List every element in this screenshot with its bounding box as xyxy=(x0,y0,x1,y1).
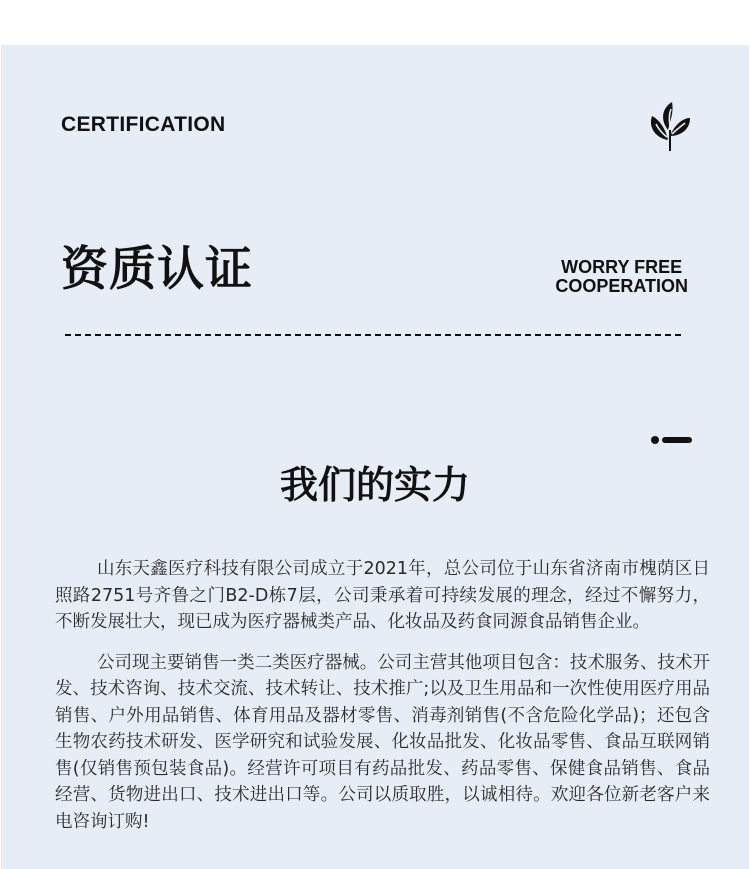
page-title: 资质认证 xyxy=(61,242,253,297)
tagline-line-1: WORRY FREE xyxy=(561,257,683,277)
company-description xyxy=(55,556,710,849)
dot-dash-decoration xyxy=(651,436,693,444)
section-title: 我们的实力 xyxy=(279,463,470,507)
paragraph-business-scope: 公司现主要销售一类二类医疗器械。公司主营其他项目包含：技术服务、技术开发、技术咨询、技术交流、技术转让、技术推广;以及卫生用品和一次性使用医疗用品销售、户外用品销售、体育用品及器材零售、消毒剂销售(不含危险化学品)；还包含生物农药技术研发、医学研究和试验发展、化妆品批发、化妆品零售、食品互联网销售(仅销售预包装食品)。经营许可项目有药品批发、药品零售、保健食品销售、食品经营、货物进出口、技术进出口等。公司以质取胜，以诚相待。欢迎各位新老客户来电咨询订购! xyxy=(55,652,710,832)
eyebrow-label: CERTIFICATION xyxy=(61,113,226,136)
tagline xyxy=(555,258,688,296)
paragraph-intro: 山东天鑫医疗科技有限公司成立于2021年，总公司位于山东省济南市槐荫区日照路2751号齐鲁之门B2-D栋7层，公司秉承着可持续发展的理念，经过不懈努力，不断发展壮大，现已成为医疗器械类产品、化妆品及药食同源食品销售企业。 xyxy=(55,559,710,632)
dash-icon xyxy=(662,437,692,443)
leaf-icon xyxy=(648,100,692,152)
dashed-divider xyxy=(65,334,683,336)
tagline-line-2: COOPERATION xyxy=(555,276,688,296)
dot-icon xyxy=(651,436,659,444)
